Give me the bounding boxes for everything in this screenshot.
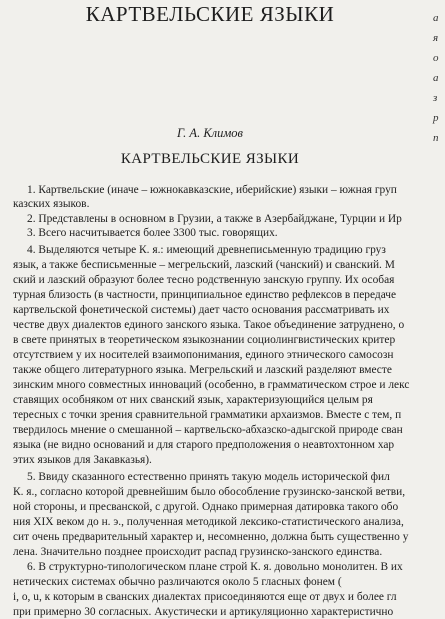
paragraph-line: этих языков для Закавказья). xyxy=(13,454,152,466)
paragraph-line: тересных с точки зрения сравнительной грамматики архаизмов. Вместе с тем, п xyxy=(13,409,402,421)
margin-letter: з xyxy=(433,92,438,104)
paragraph-line: сит очень предварительный характер и, несомненно, должна быть существенно у xyxy=(13,531,409,543)
paragraph-line: картвельской фонетической системы) дает часто основания рассматривать их xyxy=(13,304,390,316)
paragraph-line: языка (не видно оснований и для старого предположения о неавтохтонном хар xyxy=(13,439,395,451)
paragraph-line: твердилось мнение о смешанной – картвельско-абхазско-адыгской природе сван xyxy=(13,424,403,436)
margin-letter: а xyxy=(433,72,439,84)
paragraph-line: 3. Всего насчитывается более 3300 тыс. говорящих. xyxy=(27,227,278,239)
margin-letter: п xyxy=(433,132,439,144)
paragraph-line: 1. Картвельские (иначе – южнокавказские, иберийские) языки – южная груп xyxy=(27,184,397,196)
paragraph-line: при примерно 30 согласных. Акустически и артикуляционно характеристично xyxy=(13,606,394,618)
paragraph-line: ский и лазский образуют более тесно родственную занскую группу. Их особая xyxy=(13,274,395,286)
paragraph-line: зинским много совместных инноваций (особенно, в грамматическом строе и лекс xyxy=(13,379,410,391)
running-head: КАРТВЕЛЬСКИЕ ЯЗЫКИ xyxy=(85,2,335,26)
paragraph-line: нетических системах обычно различаются около 5 гласных фонем ( xyxy=(13,576,342,588)
article-author: Г. А. Климов xyxy=(177,126,243,140)
paragraph-line: лена. Значительно позднее происходит распад грузинско-занского единства. xyxy=(13,546,383,558)
margin-letter: я xyxy=(433,32,439,44)
paragraph-line: i, o, u, к которым в сванских диалектах присоединяются еще от двух и более гл xyxy=(13,591,397,603)
paragraph-line: честве двух диалектов единого занского языка. Такое объединение затруднено, о xyxy=(13,319,405,331)
paragraph-line: турная близость (в частности, принципиальное единство рефлексов в передаче xyxy=(13,289,397,301)
margin-letter: р xyxy=(433,112,439,124)
paragraph-line: отсутствием у их носителей взаимопонимания, единого этнического самосозн xyxy=(13,349,394,361)
margin-letter: а xyxy=(433,12,439,24)
paragraph-line: казских языков. xyxy=(13,198,90,210)
paragraph-line: ставящих особняком от них сванский язык, характеризующийся целым ря xyxy=(13,394,373,406)
paragraph-line: 5. Ввиду сказанного естественно принять такую модель исторической фил xyxy=(27,471,390,483)
paragraph-line: 6. В структурно-типологическом плане строй К. я. довольно монолитен. В их xyxy=(27,561,403,573)
paragraph-line: язык, а также бесписьменные – мегрельский, лазский (чанский) и сванский. М xyxy=(13,259,395,271)
paragraph-line: 4. Выделяются четыре К. я.: имеющий древнеписьменную традицию груз xyxy=(27,244,386,256)
margin-letter: о xyxy=(433,52,439,64)
paragraph-line: также общего литературного языка. Мегрельский и лазский разделяют вместе xyxy=(13,364,392,376)
paragraph-line: ния XIX веком до н. э., полученная методикой лексико-статистического анализа, xyxy=(13,516,404,528)
paragraph-line: 2. Представлены в основном в Грузии, а также в Азербайджане, Турции и Ир xyxy=(27,213,402,225)
paragraph-line: К. я., согласно которой древнейшим было обособление грузинско-занской ветви, xyxy=(13,486,406,498)
article-title: КАРТВЕЛЬСКИЕ ЯЗЫКИ xyxy=(120,151,300,167)
paragraph-line: в свете принятых в теоретическом языкознании социолингвистических критер xyxy=(13,334,396,346)
paragraph-line: ной стороны, и пресванской, с другой. Однако примерная датировка такого обо xyxy=(13,501,399,513)
